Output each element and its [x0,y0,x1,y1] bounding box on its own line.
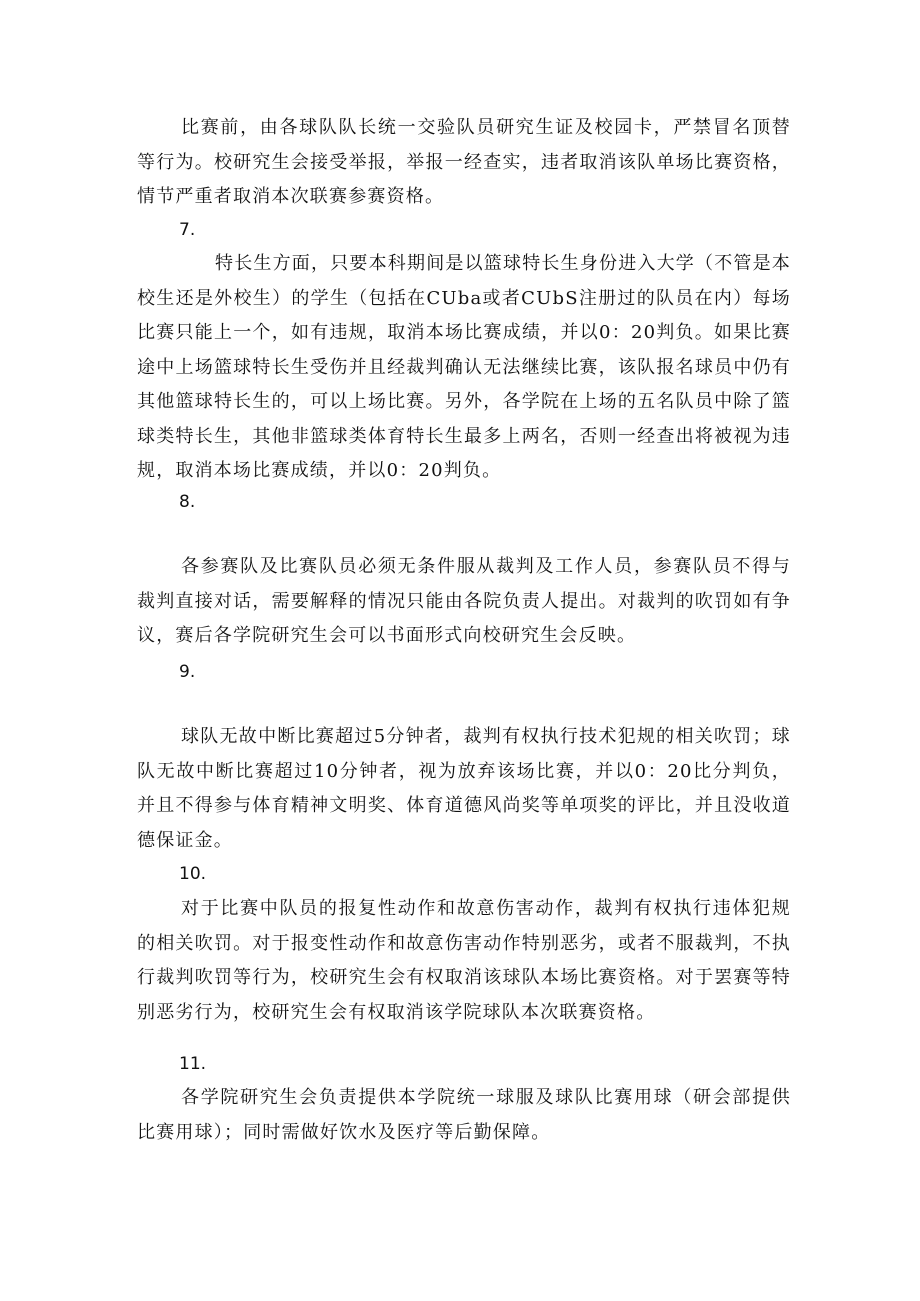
paragraph-specialty-students: 特长生方面，只要本科期间是以篮球特长生身份进入大学（不管是本校生还是外校生）的学生（包括在CUba或者CUbS注册过的队员在内）每场比赛只能上一个，如有违规，取消本场比赛成绩，并以0：20判负。如果比赛途中上场篮球特长生受伤并且经裁判确认无法继续比赛，该队报名球员中仍有其他篮球特长生的，可以上场比赛。另外，各学院在上场的五名队员中除了篮球类特长生，其他非篮球类体育特长生最多上两名，否则一经查出将被视为违规，取消本场比赛成绩，并以0：20判负。 [137,253,791,481]
item-number-11: 11. [179,1054,207,1074]
paragraph-retaliation: 对于比赛中队员的报复性动作和故意伤害动作，裁判有权执行违体犯规的相关吹罚。对于报变性动作和故意伤害动作特别恶劣，或者不服裁判，不执行裁判吹罚等行为，校研究生会有权取消该球队本场比赛资格。对于罢赛等特别恶劣行为，校研究生会有权取消该学院球队本次联赛资格。 [137,898,791,1023]
item-number-10: 10. [179,864,207,884]
item-number-9: 9. [179,662,196,682]
paragraph-logistics: 各学院研究生会负责提供本学院统一球服及球队比赛用球（研会部提供比赛用球）；同时需做好饮水及医疗等后勤保障。 [137,1087,791,1143]
item-number-8: 8. [179,492,196,512]
paragraph-team-verification: 比赛前，由各球队队长统一交验队员研究生证及校园卡，严禁冒名顶替等行为。校研究生会接受举报，举报一经查实，违者取消该队单场比赛资格，情节严重者取消本次联赛参赛资格。 [137,117,791,207]
paragraph-obey-referees: 各参赛队及比赛队员必须无条件服从裁判及工作人员，参赛队员不得与裁判直接对话，需要解释的情况只能由各院负责人提出。对裁判的吹罚如有争议，赛后各学院研究生会可以书面形式向校研究生会反映。 [137,556,791,646]
item-number-7: 7. [179,220,196,240]
paragraph-match-interruption: 球队无故中断比赛超过5分钟者，裁判有权执行技术犯规的相关吹罚；球队无故中断比赛超过10分钟者，视为放弃该场比赛，并以0：20比分判负，并且不得参与体育精神文明奖、体育道德风尚奖等单项奖的评比，并且没收道德保证金。 [137,726,791,851]
